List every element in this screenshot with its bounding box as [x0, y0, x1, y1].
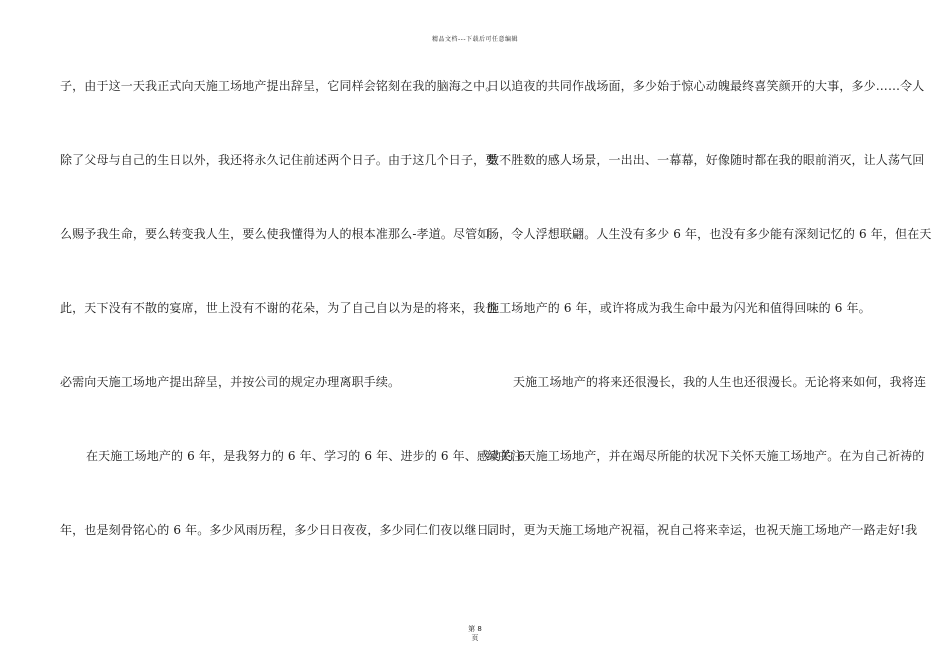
text-line: 必需向天施工场地产提出辞呈，并按公司的规定办理离职手续。 — [60, 375, 401, 389]
text-line: 子，由于这一天我正式向天施工场地产提出辞呈，它同样会铭刻在我的脑海之中。 — [60, 79, 498, 93]
page-number-label: 第 8 — [468, 625, 482, 633]
left-text-column — [60, 78, 526, 596]
text-line: 天施工场地产的将来还很漫长，我的人生也还很漫长。无论将来如何，我将连 — [513, 375, 927, 389]
text-line: 同时，更为天施工场地产祝福，祝自己将来幸运，也祝天施工场地产一路走好!我 — [487, 523, 918, 537]
text-line: 数不胜数的感人场景，一出出、一幕幕，好像随时都在我的眼前消灭，让人荡气回 — [487, 153, 925, 167]
text-line: 年，也是刻骨铭心的 6 年。多少风雨历程，多少日日夜夜，多少同仁们夜以继日、 — [60, 523, 501, 537]
text-line: 日以追夜的共同作战场面，多少始于惊心动魄最终喜笑颜开的大事，多少……令人 — [487, 79, 925, 93]
text-line: 除了父母与自己的生日以外，我还将永久记住前述两个日子。由于这几个日子，要 — [60, 153, 498, 167]
text-line: 在天施工场地产的 6 年，是我努力的 6 年、学习的 6 年、进步的 6 年、感动的 6 — [86, 449, 526, 463]
right-text-column — [487, 78, 932, 596]
text-line: 施工场地产的 6 年，或许将成为我生命中最为闪光和值得回味的 6 年。 — [487, 301, 871, 315]
page-number — [0, 625, 950, 643]
text-line: 么赐予我生命，要么转变我人生，要么使我懂得为人的根本准那么-孝道。尽管如 — [60, 227, 490, 241]
page-number-unit: 页 — [471, 634, 479, 642]
text-line: 续关注天施工场地产，并在竭尽所能的状况下关怀天施工场地产。在为自己祈祷的 — [487, 449, 925, 463]
text-line: 此，天下没有不散的宴席，世上没有不谢的花朵，为了自己自以为是的将来，我也 — [60, 301, 498, 315]
text-line: 肠，令人浮想联翩。人生没有多少 6 年，也没有多少能有深刻记忆的 6 年，但在天 — [487, 227, 932, 241]
page-header: 精品文档---下载后可任意编辑 — [432, 36, 518, 43]
